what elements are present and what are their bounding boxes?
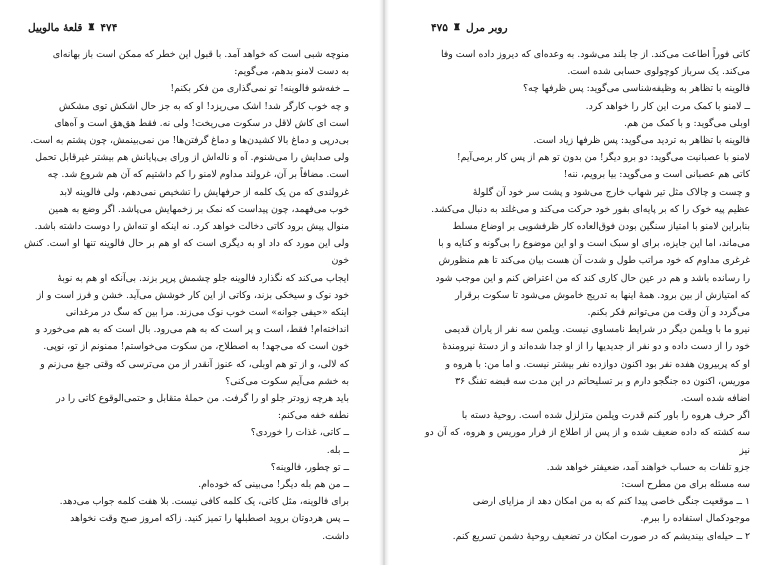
text-line: خون است که می‌جهد! به اصطلاح، من سکوت می‌خواستم! ممنونم از تو، نوپی. [43, 341, 349, 353]
text-line: ۲ ــ حیله‌ای بیندیشم که در صورت امکان در تضعیف روحیهٔ دشمن تسریع کنم. [452, 530, 750, 542]
left-page-number: ۴۷۴ [100, 22, 118, 34]
text-line: منوچه شبی است که خواهد آمد. با قبول این خطر که ممکن است باز بهانه‌ای [52, 49, 349, 60]
text-line: ــ کاتی، غذات را خوردی؟ [250, 427, 349, 439]
text-line: می‌ماند، اما این جایزه، برای او سبک است و او این موضوع را بی‌گونه و کنایه و با [438, 238, 750, 250]
left-running-title: قلعهٔ مالوییل [28, 22, 83, 34]
text-line: اوبلی می‌گوید: و با کمک من هم. [624, 117, 750, 129]
text-line: که لالی، و از تو هم اوبلی، که عنوز آنقدر از من می‌ترسی که وقتی جیغ می‌زنم و [40, 358, 349, 370]
text-line: ــ خفه‌شو فالوینه! تو نمی‌گذاری من فکر بکنم! [170, 83, 349, 95]
text-line: به خشم می‌آیم سکوت می‌کنی؟ [225, 375, 349, 387]
text-line: فالوینه با تظاهر به وظیفه‌شناسی می‌گوید: پس ظرفها چه؟ [523, 83, 750, 95]
text-line: ــ لامنو با کمک مرت این کار را خواهد کرد. [585, 100, 750, 112]
text-line: سه مسئله برای من مطرح است: [621, 479, 750, 491]
text-line: غرغری مداوم که خود مراتب طول و شدت آن هست بیان می‌کند تا هم منظورش [438, 255, 750, 267]
text-line: را رسانده باشد و هم در عین حال کاری کند که من اعتراض کنم و این موجب شود [435, 272, 750, 284]
text-line: کاتی فوراً اطاعت می‌کند. از جا بلند می‌شود. به وعده‌ای که دیروز داده است وفا [440, 49, 750, 60]
text-line: منوال پیش برود کاتی دخالت خواهد کرد. نه اینکه او تنه‌اش را دوست داشته باشد. [34, 221, 349, 233]
rook-icon: ♜ [452, 23, 461, 33]
text-line: نطفه خفه می‌کنم: [277, 410, 349, 422]
text-line: ایجاب می‌کند که نگذارد فالوینه جلو چشمش پرپر بزند. بی‌آنکه او هم به نوبهٔ [57, 272, 349, 284]
text-line: ــ من هم بله دیگر! می‌بینی که خوده‌ام. [198, 479, 349, 491]
text-line: می‌گردد و آن وقت من می‌توانم فکر بکنم. [587, 307, 750, 319]
text-line: اینکه «حیفی جوانه» است خوب نوک می‌زند. مرا بین که سگ در مرغدانی [65, 307, 349, 319]
text-line: فالوینه با تظاهر به تردید می‌گوید: پس ظرفها زیاد است. [533, 135, 750, 147]
left-page [0, 0, 379, 565]
text-line: به دست لامنو بدهم، می‌گویم: [234, 66, 349, 78]
text-line: خود را از دست داده و دو نفر از جدیدیها را از او جدا شده‌اند و از دستهٔ نیرومندهٔ [442, 341, 750, 353]
left-page-body [24, 46, 349, 545]
text-line: موجودکمال استفاده را ببرم. [640, 513, 750, 525]
text-line: غرولندی که من یک کلمه از حرفهایش را تشخیص نمی‌دهم، ولی فالوینه لابد [59, 186, 349, 198]
text-line: بی‌درپی و دماغ بالا کشیدن‌ها و دماغ گرفتن‌ها! من نمی‌بینمش، چون پشتم به است. [30, 135, 349, 147]
text-line: بنابراین لامنو با امتیاز سنگین بودن فوق‌العاده کار ظرفشویی بر اوضاع مسلط [452, 221, 750, 233]
text-line: خوب می‌فهمد، چون پیداست که نمک بر زخمهایش می‌پاشد. اگر وضع به همین [48, 203, 349, 215]
text-line: ولی این مورد که داد او به دیگری است که او هم بر حال فالوینه تنها او است. کنش خون [24, 238, 349, 267]
text-line: باید هرچه زودتر جلو او را گرفت. من حملهٔ متقابل و حتمی‌الوقوع کاتی را در [56, 393, 349, 405]
text-line: برای فالوینه، مثل کاتی، یک کلمه کافی نیست. بلا هفت کلمه جواب می‌دهد. [59, 496, 349, 508]
text-line: لامنو با عصبانیت می‌گوید: دو برو دیگر! من بدون تو هم از پس کار برمی‌آیم! [456, 152, 750, 164]
text-line: است. مضافاً بر آن، غرولند مداوم لامنو را کم داشتیم که آن هم شروع شد. چه [47, 169, 349, 181]
right-page [389, 0, 768, 565]
text-line: و چست و چالاک مثل تیر شهاب خارج می‌شود و پشت سر خود آن گلولهٔ [472, 186, 750, 198]
text-line: اضافه شده است. [680, 393, 750, 405]
text-line: سه کشته که داده ضعیف شده و از پس از اطلاع از فرار موریس و هروه، که آن دو نیز [425, 427, 750, 456]
text-line: ــ تو چطور، فالوینه؟ [270, 461, 349, 473]
text-line: داشت. [322, 530, 349, 542]
left-page-header [28, 20, 117, 36]
text-line: موریس، اکنون ده جنگجو دارم و بر تسلیحاتم در این مدت سه قبضه تفنگ ۳۶ [454, 375, 750, 387]
right-page-number: ۴۷۵ [431, 22, 448, 34]
text-line: خود نوک و سیخکی بزند، وکاتی از این کار خوشش می‌آید. خشن و فرز است و از [36, 289, 349, 301]
text-line: کاتی هم عصبانی است و می‌گوید: بیا برویم، ننه! [563, 169, 750, 181]
right-page-body [425, 46, 750, 545]
text-line: ولی صدایش را می‌شنوم. آه و ناله‌اش از ورای بی‌پایانش هم بیشتر غیرقابل تحمل [35, 152, 349, 164]
text-line: انداخته‌ام! فقط، است و پر است که به هم می‌رود. بال است که به هم می‌خورد و [35, 324, 349, 336]
text-line: می‌کند. یک سرباز کوچولوی حسابی شده است. [567, 66, 750, 78]
text-line: ۱ ــ موقعیت جنگی خاصی پیدا کنم که به من امکان دهد از مزایای ارضی [472, 496, 750, 508]
right-running-title: روبر مرل [466, 22, 508, 34]
text-line: جزو تلفات به حساب خواهند آمد، ضعیفتر خواهد شد. [546, 461, 750, 473]
book-gutter [379, 0, 389, 565]
rook-icon: ♜ [87, 23, 96, 33]
text-line: اگر حرف هروه را باور کنم قدرت ویلمن متزلزل شده است. روحیهٔ دسته با [461, 410, 750, 422]
text-line: ــ پس هردوتان بروید اصطبلها را تمیز کنید. زاکه امروز صبح وقت نخواهد [70, 513, 349, 525]
text-line: و چه خوب کارگر شد! اشک می‌ریزد! او که به جز حال اشکش توی مشکش [58, 100, 349, 112]
text-line: است ای کاش لاقل در سکوت می‌ریخت! ولی نه. فقط هق‌هق است و آه‌های [54, 117, 349, 129]
text-line: او که پربیرون هفده نفر بود اکنون دوازده نفر بیشتر نیست. و اما من: با هروه و [445, 358, 750, 370]
text-line: ــ بله. [326, 444, 349, 456]
right-page-header [431, 20, 508, 36]
text-line: نیرو ما با ویلمن دیگر در شرایط نامساوی نیست. ویلمن سه نفر از یاران قدیمی [444, 324, 750, 336]
text-line: که امتیازش از بین برود. همهٔ اینها به تدریج خاموش می‌شود تا سکوت برقرار [455, 289, 750, 301]
text-line: عظیم پیه خوک را که بر پایه‌ای بفور خود حرکت می‌کند و می‌غلتد به دنبال می‌کشد. [431, 203, 750, 215]
